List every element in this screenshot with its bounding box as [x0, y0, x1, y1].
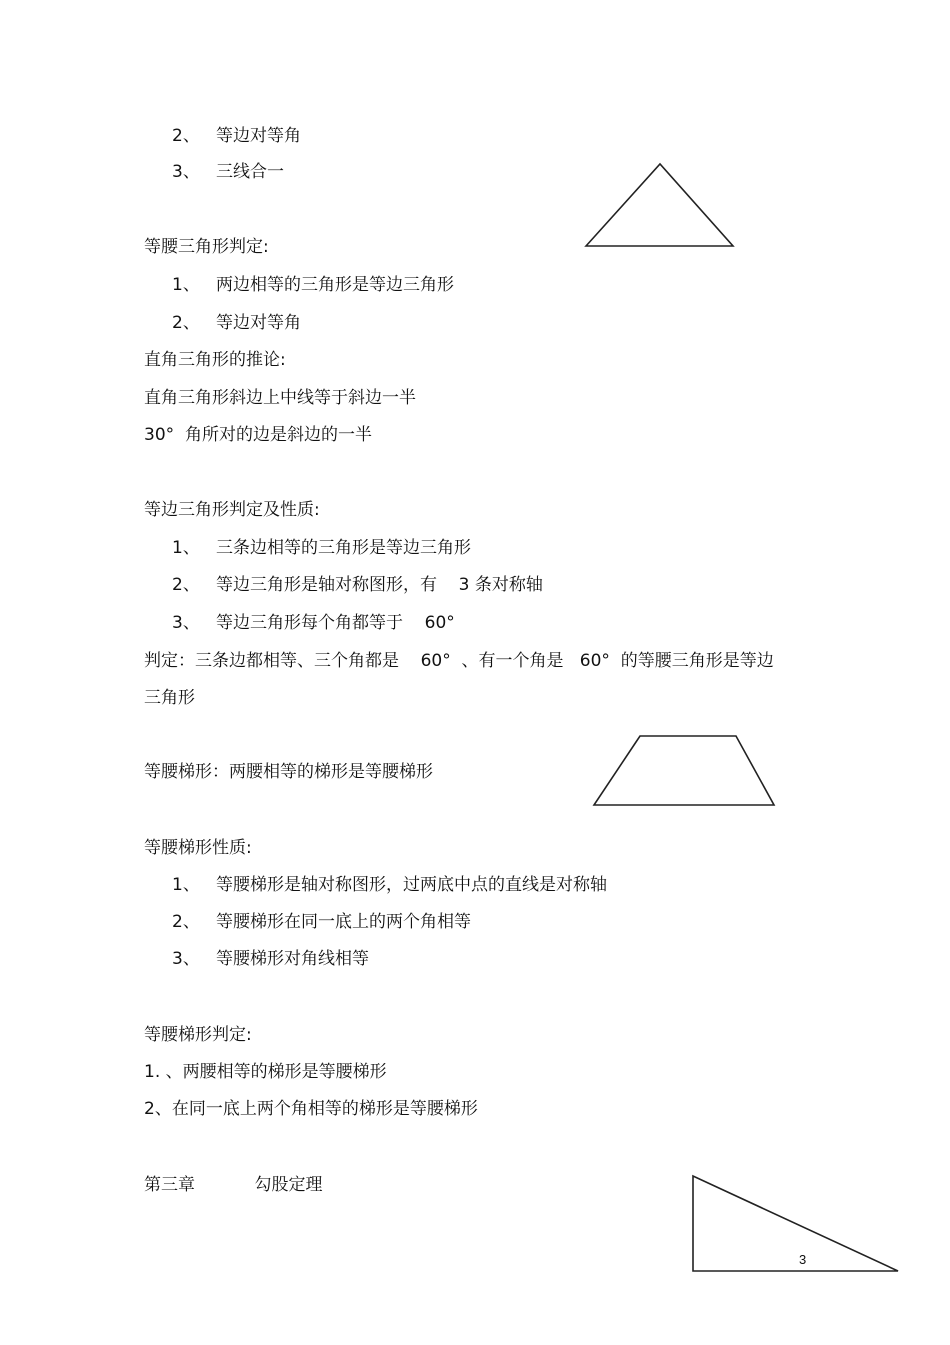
text-line-30-degree: 30° 角所对的边是斜边的一半	[144, 425, 372, 445]
text-line-criteria-2: 2、 等边对等角	[172, 313, 302, 333]
text-line-isosceles-trapezoid-def: 等腰梯形：两腰相等的梯形是等腰梯形	[144, 762, 433, 782]
heading-equilateral-triangle: 等边三角形判定及性质:	[144, 500, 320, 520]
text-line-trapezoid-criteria-2: 2、在同一底上两个角相等的梯形是等腰梯形	[144, 1099, 478, 1119]
right-triangle-shape	[693, 1176, 898, 1271]
text-line-equilateral-criteria-cont: 三角形	[144, 688, 195, 708]
text-line-3-three-lines-coincide: 3、 三线合一	[172, 162, 285, 182]
text-line-equilateral-criteria: 判定：三条边都相等、三个角都是 60° 、有一个角是 60° 的等腰三角形是等边	[144, 651, 774, 671]
text-line-criteria-1: 1、 两边相等的三角形是等边三角形	[172, 275, 455, 295]
text-line-equilateral-3: 3、 等边三角形每个角都等于 60°	[172, 613, 455, 633]
text-line-trapezoid-property-3: 3、 等腰梯形对角线相等	[172, 949, 370, 969]
isosceles-trapezoid-figure	[588, 730, 783, 812]
right-triangle-side-label: 3	[799, 1252, 807, 1267]
heading-isosceles-trapezoid-properties: 等腰梯形性质:	[144, 838, 252, 858]
heading-isosceles-triangle-criteria: 等腰三角形判定:	[144, 237, 269, 257]
text-line-trapezoid-property-2: 2、 等腰梯形在同一底上的两个角相等	[172, 912, 472, 932]
text-line-equilateral-2: 2、 等边三角形是轴对称图形，有 3 条对称轴	[172, 575, 543, 595]
text-line-median-hypotenuse: 直角三角形斜边上中线等于斜边一半	[144, 388, 416, 408]
text-line-trapezoid-criteria-1: 1. 、两腰相等的梯形是等腰梯形	[144, 1062, 387, 1082]
chapter-heading-pythagorean-theorem: 第三章 勾股定理	[144, 1175, 323, 1195]
right-triangle-figure	[686, 1168, 906, 1278]
heading-right-triangle-corollary: 直角三角形的推论:	[144, 350, 286, 370]
text-line-trapezoid-property-1: 1、 等腰梯形是轴对称图形，过两底中点的直线是对称轴	[172, 875, 608, 895]
heading-isosceles-trapezoid-criteria: 等腰梯形判定:	[144, 1025, 252, 1045]
isosceles-triangle-figure	[580, 158, 740, 253]
isosceles-trapezoid-shape	[594, 736, 774, 805]
text-line-2-equal-sides-equal-angles: 2、 等边对等角	[172, 126, 302, 146]
isosceles-triangle-shape	[586, 164, 733, 246]
text-line-equilateral-1: 1、 三条边相等的三角形是等边三角形	[172, 538, 472, 558]
